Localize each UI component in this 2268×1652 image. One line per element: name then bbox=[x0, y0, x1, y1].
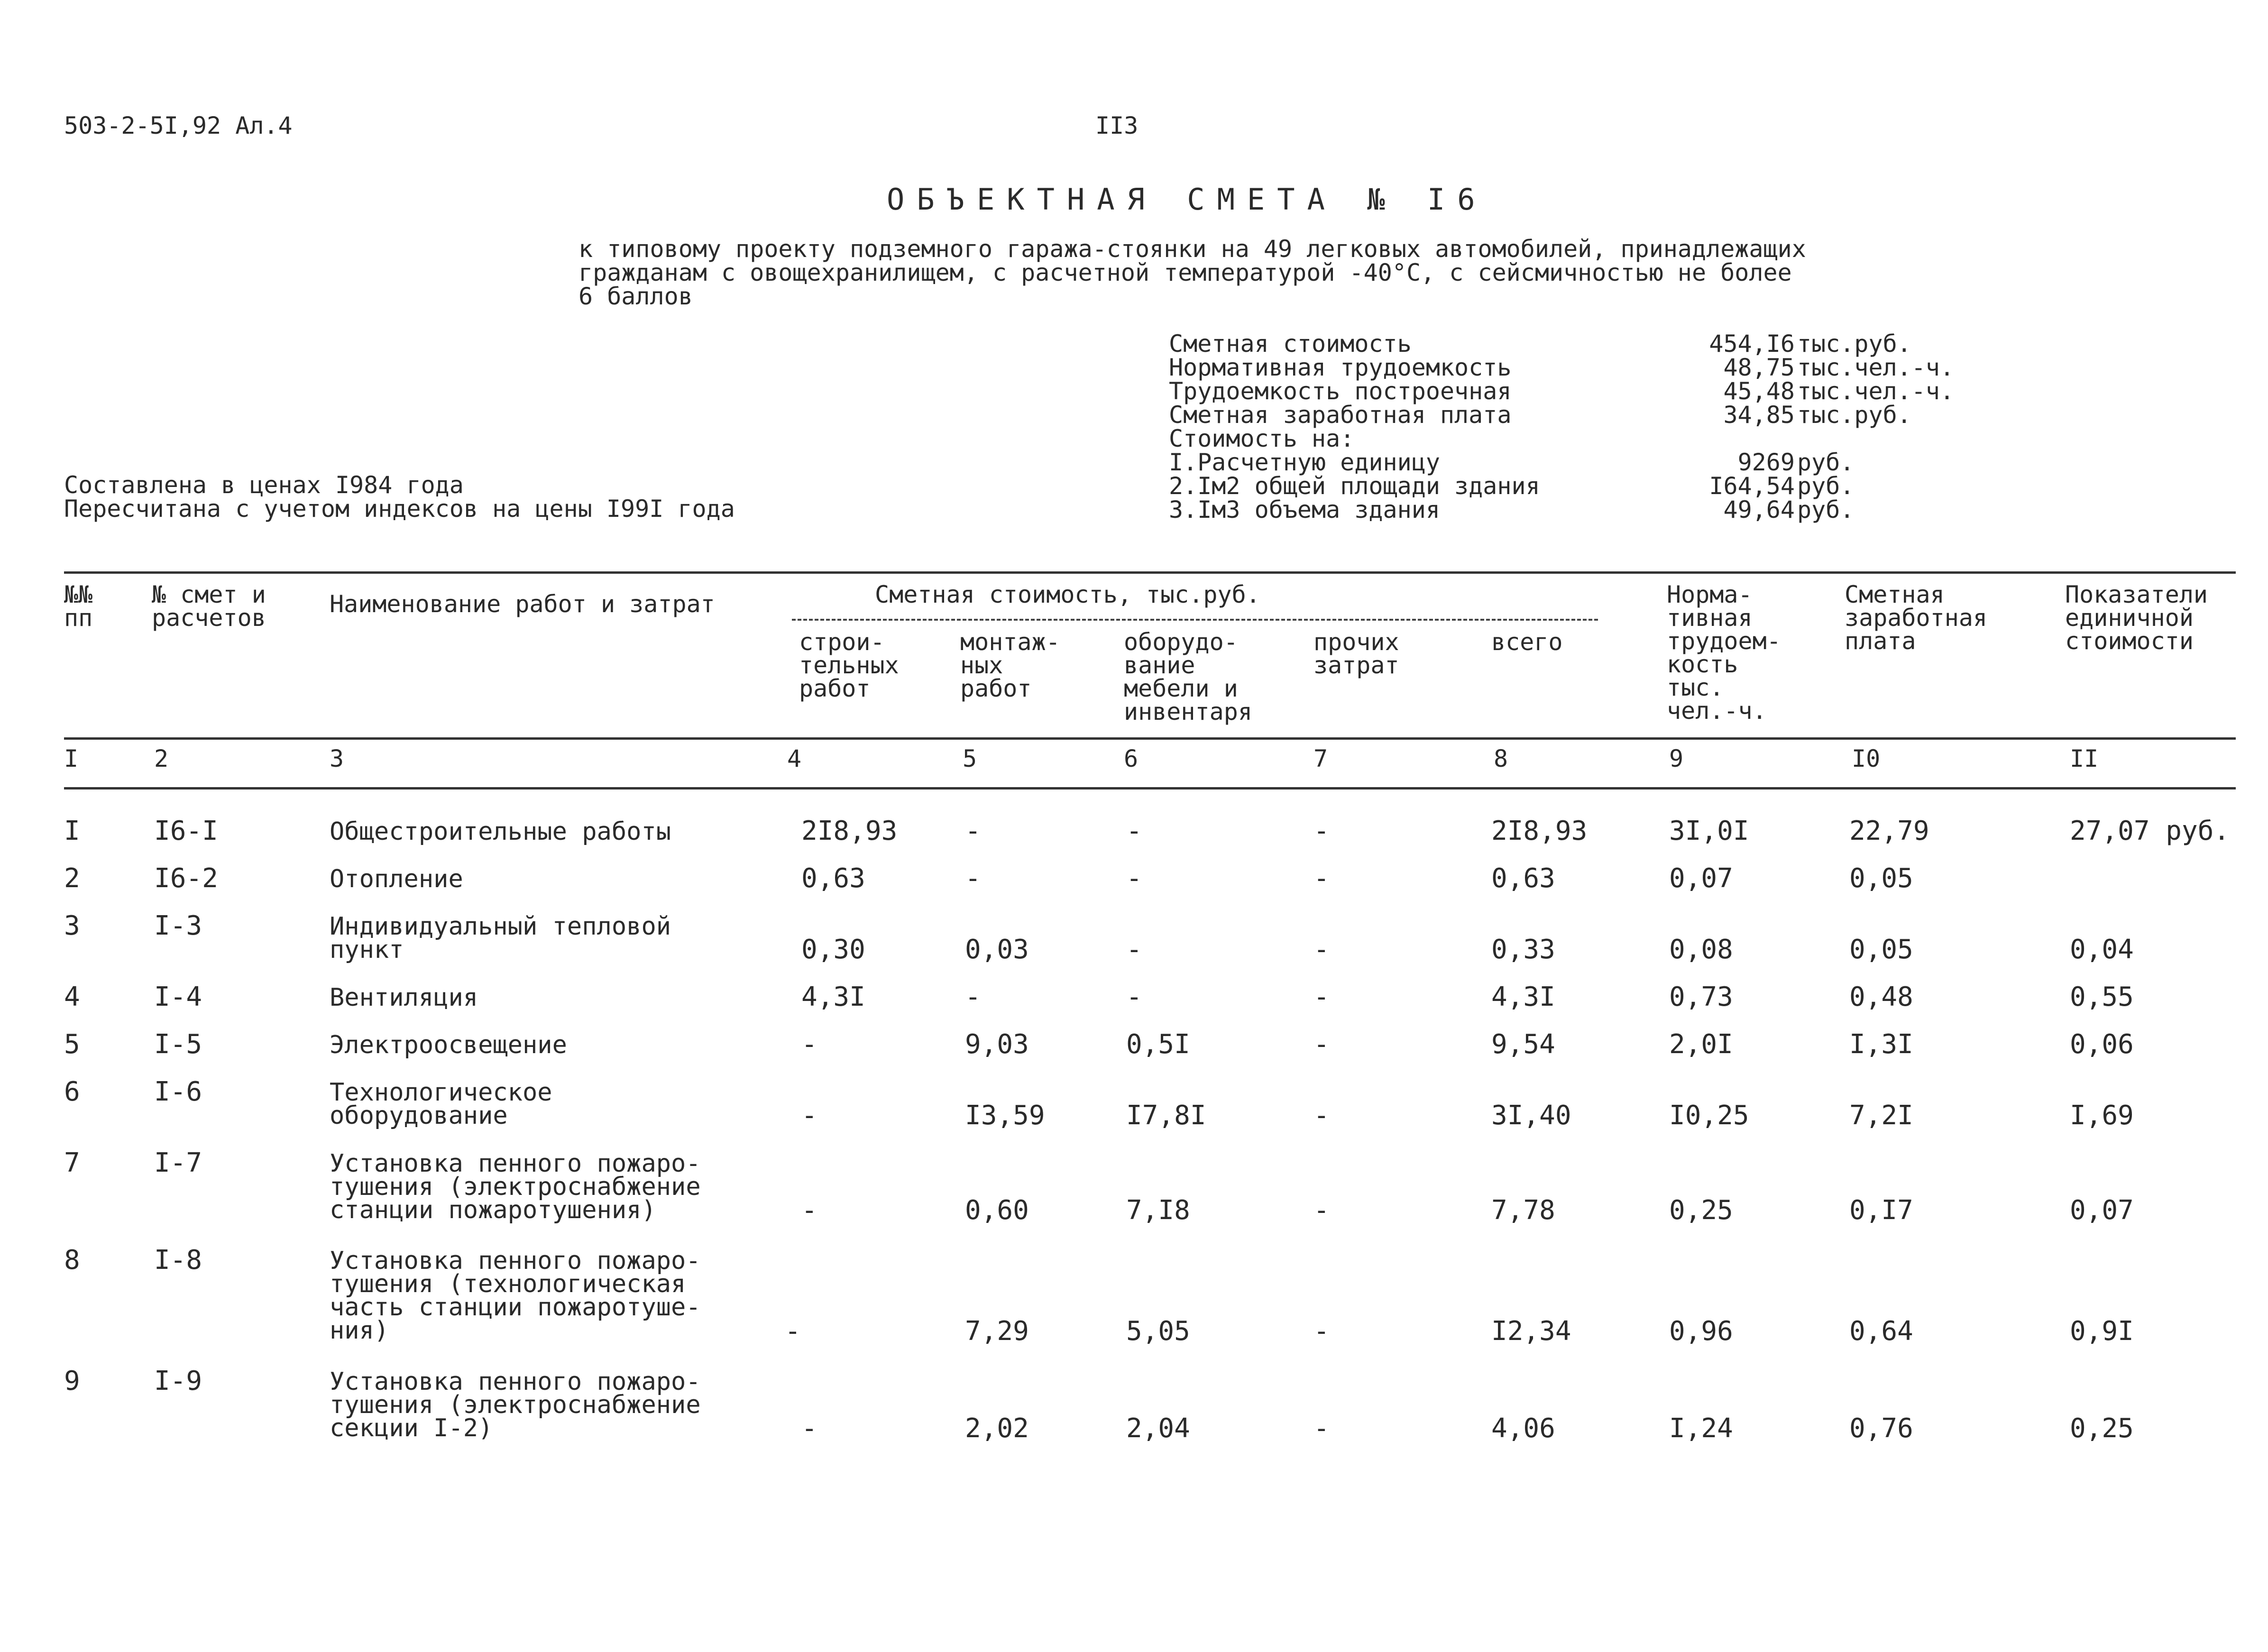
row-name: Отопление bbox=[330, 865, 463, 893]
row-name: Электроосвещение bbox=[330, 1031, 567, 1059]
row-other: - bbox=[1313, 982, 1330, 1012]
header-cost-group: Сметная стоимость, тыс.руб. bbox=[875, 581, 1260, 608]
row-wages: 7,2I bbox=[1849, 1100, 1913, 1131]
summary-value: 48,75 bbox=[1723, 354, 1795, 381]
row-num: 9 bbox=[64, 1366, 80, 1396]
header-equipment: оборудо- вание мебели и инвентаря bbox=[1124, 628, 1252, 725]
header-construction: строи- тельных работ bbox=[799, 628, 899, 702]
summary-label: Сметная заработная плата bbox=[1169, 401, 1512, 429]
row-wages: 0,05 bbox=[1849, 863, 1913, 894]
summary-value: 9269 bbox=[1737, 449, 1795, 476]
column-number: II bbox=[2070, 745, 2099, 772]
row-total: 4,3I bbox=[1491, 982, 1555, 1012]
summary-label: Стоимость на: bbox=[1169, 425, 1355, 452]
column-number: 5 bbox=[963, 745, 977, 772]
row-indicator: 0,55 bbox=[2070, 982, 2134, 1012]
row-installation: 0,60 bbox=[965, 1195, 1029, 1226]
row-equipment: 5,05 bbox=[1126, 1316, 1190, 1347]
row-total: 3I,40 bbox=[1491, 1100, 1571, 1131]
row-other: - bbox=[1313, 816, 1330, 846]
row-wages: 0,48 bbox=[1849, 982, 1913, 1012]
row-installation: - bbox=[965, 863, 981, 894]
summary-unit: руб. bbox=[1797, 449, 1855, 476]
summary-unit: тыс.чел.-ч. bbox=[1797, 377, 1955, 405]
row-wages: I,3I bbox=[1849, 1029, 1913, 1060]
row-construction: 4,3I bbox=[801, 982, 865, 1012]
row-name: Общестроительные работы bbox=[330, 817, 671, 846]
summary-row bbox=[1169, 450, 1975, 474]
row-equipment: - bbox=[1126, 863, 1142, 894]
header-total: всего bbox=[1491, 628, 1563, 656]
header-bottom-rule bbox=[64, 737, 2236, 740]
summary-row bbox=[1169, 474, 1975, 498]
row-wages: 0,05 bbox=[1849, 934, 1913, 965]
row-indicator: 0,04 bbox=[2070, 934, 2134, 965]
row-installation: - bbox=[965, 982, 981, 1012]
row-construction: - bbox=[801, 1413, 817, 1444]
row-other: - bbox=[1313, 1316, 1330, 1347]
row-labor: 0,73 bbox=[1669, 982, 1733, 1012]
table-row bbox=[0, 1076, 2268, 1131]
document-title: ОБЪЕКТНАЯ СМЕТА № I6 bbox=[887, 182, 1488, 217]
row-ref: I-7 bbox=[154, 1147, 202, 1178]
row-name: Установка пенного пожаро-тушения (электроснабжение станции пожаротушения) bbox=[330, 1149, 701, 1224]
summary-value: 34,85 bbox=[1723, 401, 1795, 429]
row-num: 8 bbox=[64, 1245, 80, 1276]
column-number: I bbox=[64, 745, 79, 772]
row-construction: - bbox=[801, 1029, 817, 1060]
header-estimate: № смет и расчетов bbox=[152, 581, 266, 632]
row-wages: 22,79 bbox=[1849, 816, 1929, 846]
row-total: I2,34 bbox=[1491, 1316, 1571, 1347]
row-installation: 2,02 bbox=[965, 1413, 1029, 1444]
row-name: Установка пенного пожаро-тушения (электроснабжение секции I-2) bbox=[330, 1367, 701, 1442]
document-subtitle bbox=[578, 237, 1806, 308]
row-installation: 9,03 bbox=[965, 1029, 1029, 1060]
column-number: 8 bbox=[1494, 745, 1508, 772]
column-number: 6 bbox=[1124, 745, 1139, 772]
table-row bbox=[0, 1031, 2268, 1060]
row-equipment: - bbox=[1126, 816, 1142, 846]
row-installation: I3,59 bbox=[965, 1100, 1045, 1131]
row-labor: 0,96 bbox=[1669, 1316, 1733, 1347]
summary-block bbox=[1169, 332, 1975, 531]
row-labor: 0,08 bbox=[1669, 934, 1733, 965]
header-indicators: Показатели единичной стоимости bbox=[2065, 581, 2208, 655]
row-construction: 0,30 bbox=[801, 934, 865, 965]
row-total: 2I8,93 bbox=[1491, 816, 1588, 846]
summary-unit: тыс.чел.-ч. bbox=[1797, 354, 1955, 381]
summary-value: 49,64 bbox=[1723, 496, 1795, 523]
row-construction: 0,63 bbox=[801, 863, 865, 894]
row-indicator: I,69 bbox=[2070, 1100, 2134, 1131]
row-wages: 0,I7 bbox=[1849, 1195, 1913, 1226]
summary-label: I.Расчетную единицу bbox=[1169, 449, 1440, 476]
row-construction: - bbox=[801, 1100, 817, 1131]
row-ref: I6-I bbox=[154, 816, 218, 846]
row-name: Индивидуальный тепловой пункт bbox=[330, 912, 671, 964]
header-num: №№ пп bbox=[64, 581, 93, 632]
subtitle-line: 6 баллов bbox=[578, 283, 693, 310]
column-number: 7 bbox=[1313, 745, 1328, 772]
summary-unit: руб. bbox=[1797, 496, 1855, 523]
summary-label: 2.Iм2 общей площади здания bbox=[1169, 472, 1540, 500]
row-equipment: - bbox=[1126, 934, 1142, 965]
row-equipment: 2,04 bbox=[1126, 1413, 1190, 1444]
row-ref: I-8 bbox=[154, 1245, 202, 1276]
row-indicator: 0,25 bbox=[2070, 1413, 2134, 1444]
column-number: 4 bbox=[787, 745, 802, 772]
row-labor: I,24 bbox=[1669, 1413, 1733, 1444]
table-row bbox=[0, 1147, 2268, 1226]
summary-label: Нормативная трудоемкость bbox=[1169, 354, 1512, 381]
row-name: Вентиляция bbox=[330, 983, 478, 1012]
row-name: Установка пенного пожаро-тушения (технологическая часть станции пожаротуше-ния) bbox=[330, 1247, 701, 1345]
row-installation: - bbox=[965, 816, 981, 846]
row-other: - bbox=[1313, 1100, 1330, 1131]
row-labor: 3I,0I bbox=[1669, 816, 1749, 846]
row-indicator: 0,9I bbox=[2070, 1316, 2134, 1347]
column-number: 9 bbox=[1669, 745, 1684, 772]
row-installation: 7,29 bbox=[965, 1316, 1029, 1347]
row-other: - bbox=[1313, 1195, 1330, 1226]
row-equipment: I7,8I bbox=[1126, 1100, 1206, 1131]
row-labor: 0,07 bbox=[1669, 863, 1733, 894]
column-number: 3 bbox=[330, 745, 344, 772]
row-ref: I-4 bbox=[154, 982, 202, 1012]
row-num: 2 bbox=[64, 863, 80, 894]
row-labor: I0,25 bbox=[1669, 1100, 1749, 1131]
row-num: 5 bbox=[64, 1029, 80, 1060]
subtitle-line: гражданам с овощехранилищем, с расчетной температурой -40°С, с сейсмичностью не более bbox=[578, 259, 1792, 286]
row-other: - bbox=[1313, 934, 1330, 965]
row-construction: - bbox=[785, 1316, 801, 1347]
row-ref: I-6 bbox=[154, 1076, 202, 1107]
header-name: Наименование работ и затрат bbox=[330, 590, 715, 618]
summary-unit: руб. bbox=[1797, 472, 1855, 500]
summary-label: Сметная стоимость bbox=[1169, 330, 1412, 358]
table-row bbox=[0, 1368, 2268, 1444]
row-total: 9,54 bbox=[1491, 1029, 1555, 1060]
table-row bbox=[0, 865, 2268, 894]
summary-row bbox=[1169, 356, 1975, 379]
header-installation: монтаж- ных работ bbox=[960, 628, 1060, 702]
prices-note-compiled: Составлена в ценах I984 года bbox=[64, 471, 464, 499]
row-ref: I6-2 bbox=[154, 863, 218, 894]
summary-value: 454,I6 bbox=[1709, 330, 1795, 358]
row-name: Технологическое оборудование bbox=[330, 1078, 552, 1130]
row-wages: 0,64 bbox=[1849, 1316, 1913, 1347]
row-equipment: 0,5I bbox=[1126, 1029, 1190, 1060]
row-construction: - bbox=[801, 1195, 817, 1226]
summary-row bbox=[1169, 379, 1975, 403]
row-labor: 0,25 bbox=[1669, 1195, 1733, 1226]
table-row bbox=[0, 1247, 2268, 1351]
summary-label: 3.Iм3 объема здания bbox=[1169, 496, 1440, 523]
header-labor: Норма- тивная трудоем- кость тыс. чел.-ч. bbox=[1667, 581, 1781, 725]
row-num: I bbox=[64, 816, 80, 846]
row-total: 4,06 bbox=[1491, 1413, 1555, 1444]
table-row bbox=[0, 818, 2268, 846]
cost-group-rule bbox=[792, 619, 1598, 621]
prices-note-recalculated: Пересчитана с учетом индексов на цены I99I года bbox=[64, 495, 735, 523]
summary-row bbox=[1169, 332, 1975, 356]
summary-row bbox=[1169, 427, 1975, 450]
row-wages: 0,76 bbox=[1849, 1413, 1913, 1444]
row-total: 0,63 bbox=[1491, 863, 1555, 894]
header-other: прочих затрат bbox=[1313, 628, 1399, 679]
row-equipment: - bbox=[1126, 982, 1142, 1012]
document-code: 503-2-5I,92 Ал.4 bbox=[64, 112, 293, 139]
row-total: 7,78 bbox=[1491, 1195, 1555, 1226]
row-num: 7 bbox=[64, 1147, 80, 1178]
row-num: 4 bbox=[64, 982, 80, 1012]
summary-value: 45,48 bbox=[1723, 377, 1795, 405]
row-labor: 2,0I bbox=[1669, 1029, 1733, 1060]
table-row bbox=[0, 910, 2268, 965]
table-row bbox=[0, 984, 2268, 1012]
row-ref: I-5 bbox=[154, 1029, 202, 1060]
row-other: - bbox=[1313, 1029, 1330, 1060]
summary-value: I64,54 bbox=[1709, 472, 1795, 500]
summary-label: Трудоемкость построечная bbox=[1169, 377, 1512, 405]
column-numbers-rule bbox=[64, 787, 2236, 789]
row-indicator: 27,07 руб. bbox=[2070, 816, 2230, 846]
row-num: 3 bbox=[64, 910, 80, 941]
summary-row bbox=[1169, 403, 1975, 427]
summary-row bbox=[1169, 498, 1975, 522]
summary-unit: тыс.руб. bbox=[1797, 401, 1911, 429]
column-number: 2 bbox=[154, 745, 169, 772]
row-indicator: 0,06 bbox=[2070, 1029, 2134, 1060]
row-other: - bbox=[1313, 863, 1330, 894]
row-indicator: 0,07 bbox=[2070, 1195, 2134, 1226]
subtitle-line: к типовому проекту подземного гаража-стоянки на 49 легковых автомобилей, принадлежащих bbox=[578, 235, 1806, 263]
row-equipment: 7,I8 bbox=[1126, 1195, 1190, 1226]
row-construction: 2I8,93 bbox=[801, 816, 898, 846]
row-num: 6 bbox=[64, 1076, 80, 1107]
row-total: 0,33 bbox=[1491, 934, 1555, 965]
row-other: - bbox=[1313, 1413, 1330, 1444]
summary-unit: тыс.руб. bbox=[1797, 330, 1911, 358]
row-installation: 0,03 bbox=[965, 934, 1029, 965]
header-wages: Сметная заработная плата bbox=[1845, 581, 1988, 655]
table-top-rule bbox=[64, 571, 2236, 574]
column-number: I0 bbox=[1852, 745, 1881, 772]
page-number: II3 bbox=[1095, 112, 1139, 139]
row-ref: I-3 bbox=[154, 910, 202, 941]
row-ref: I-9 bbox=[154, 1366, 202, 1396]
